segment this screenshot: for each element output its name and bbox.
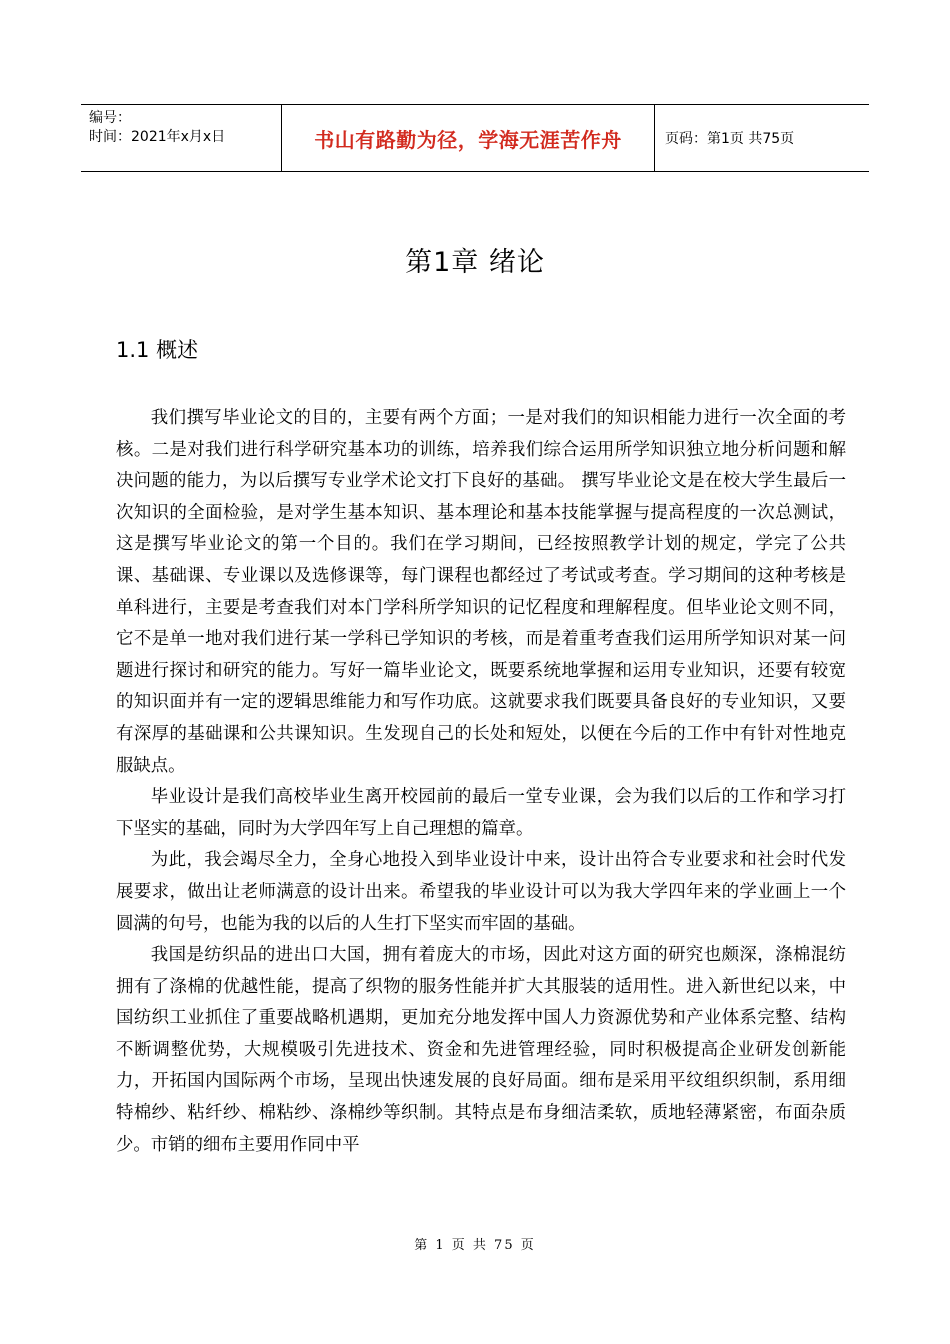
document-time-label: 时间：2021年x月x日	[89, 129, 226, 145]
page-header-table	[81, 104, 869, 172]
header-page-info: 页码：第1页 共75页	[665, 131, 795, 147]
chapter-title: 第1章 绪论	[405, 247, 545, 278]
paragraph: 我国是纺织品的进出口大国，拥有着庞大的市场，因此对这方面的研究也颇深，涤棉混纺拥有了涤棉的优越性能，提高了织物的服务性能并扩大其服装的适用性。进入新世纪以来，中国纺织工业抓住了重要战略机遇期，更加充分地发挥中国人力资源优势和产业体系完整、结构不断调整优势，大规模吸引先进技术、资金和先进管理经验，同时积极提高企业研发创新能力，开拓国内国际两个市场，呈现出快速发展的良好局面。细布是采用平纹组织织制，系用细特棉纱、粘纤纱、棉粘纱、涤棉纱等织制。其特点是布身细洁柔软，质地轻薄紧密，布面杂质少。市销的细布主要用作同中平	[116, 945, 846, 1155]
paragraph: 为此，我会竭尽全力，全身心地投入到毕业设计中来，设计出符合专业要求和社会时代发展要求，做出让老师满意的设计出来。希望我的毕业设计可以为我大学四年来的学业画上一个圆满的句号，也能为我的以后的人生打下坚实而牢固的基础。	[116, 850, 846, 934]
page-footer: 第 1 页 共 75 页	[414, 1238, 536, 1253]
section-title: 1.1 概述	[116, 338, 199, 362]
header-motto-cell	[282, 105, 655, 171]
header-meta-cell	[81, 105, 282, 171]
header-motto: 书山有路勤为径，学海无涯苦作舟	[314, 127, 622, 152]
header-page-cell	[655, 105, 869, 171]
paragraph: 我们撰写毕业论文的目的，主要有两个方面；一是对我们的知识相能力进行一次全面的考核。二是对我们进行科学研究基本功的训练，培养我们综合运用所学知识独立地分析问题和解决问题的能力，为以后撰写专业学术论文打下良好的基础。 撰写毕业论文是在校大学生最后一次知识的全面检验，是对学生基本知识、基本理论和基本技能掌握与提高程度的一次总测试，这是撰写毕业论文的第一个目的。我们在学习期间，已经按照教学计划的规定，学完了公共课、基础课、专业课以及选修课等，每门课程也都经过了考试或考查。学习期间的这种考核是单科进行，主要是考查我们对本门学科所学知识的记忆程度和理解程度。但毕业论文则不同，它不是单一地对我们进行某一学科已学知识的考核，而是着重考查我们运用所学知识对某一问题进行探讨和研究的能力。写好一篇毕业论文，既要系统地掌握和运用专业知识，还要有较宽的知识面并有一定的逻辑思维能力和写作功底。这就要求我们既要具备良好的专业知识，又要有深厚的基础课和公共课知识。生发现自己的长处和短处，以便在今后的工作中有针对性地克服缺点。	[116, 408, 846, 776]
body-text	[116, 403, 846, 1161]
paragraph: 毕业设计是我们高校毕业生离开校园前的最后一堂专业课，会为我们以后的工作和学习打下坚实的基础，同时为大学四年写上自己理想的篇章。	[116, 787, 846, 839]
document-number-label: 编号：	[89, 110, 131, 126]
